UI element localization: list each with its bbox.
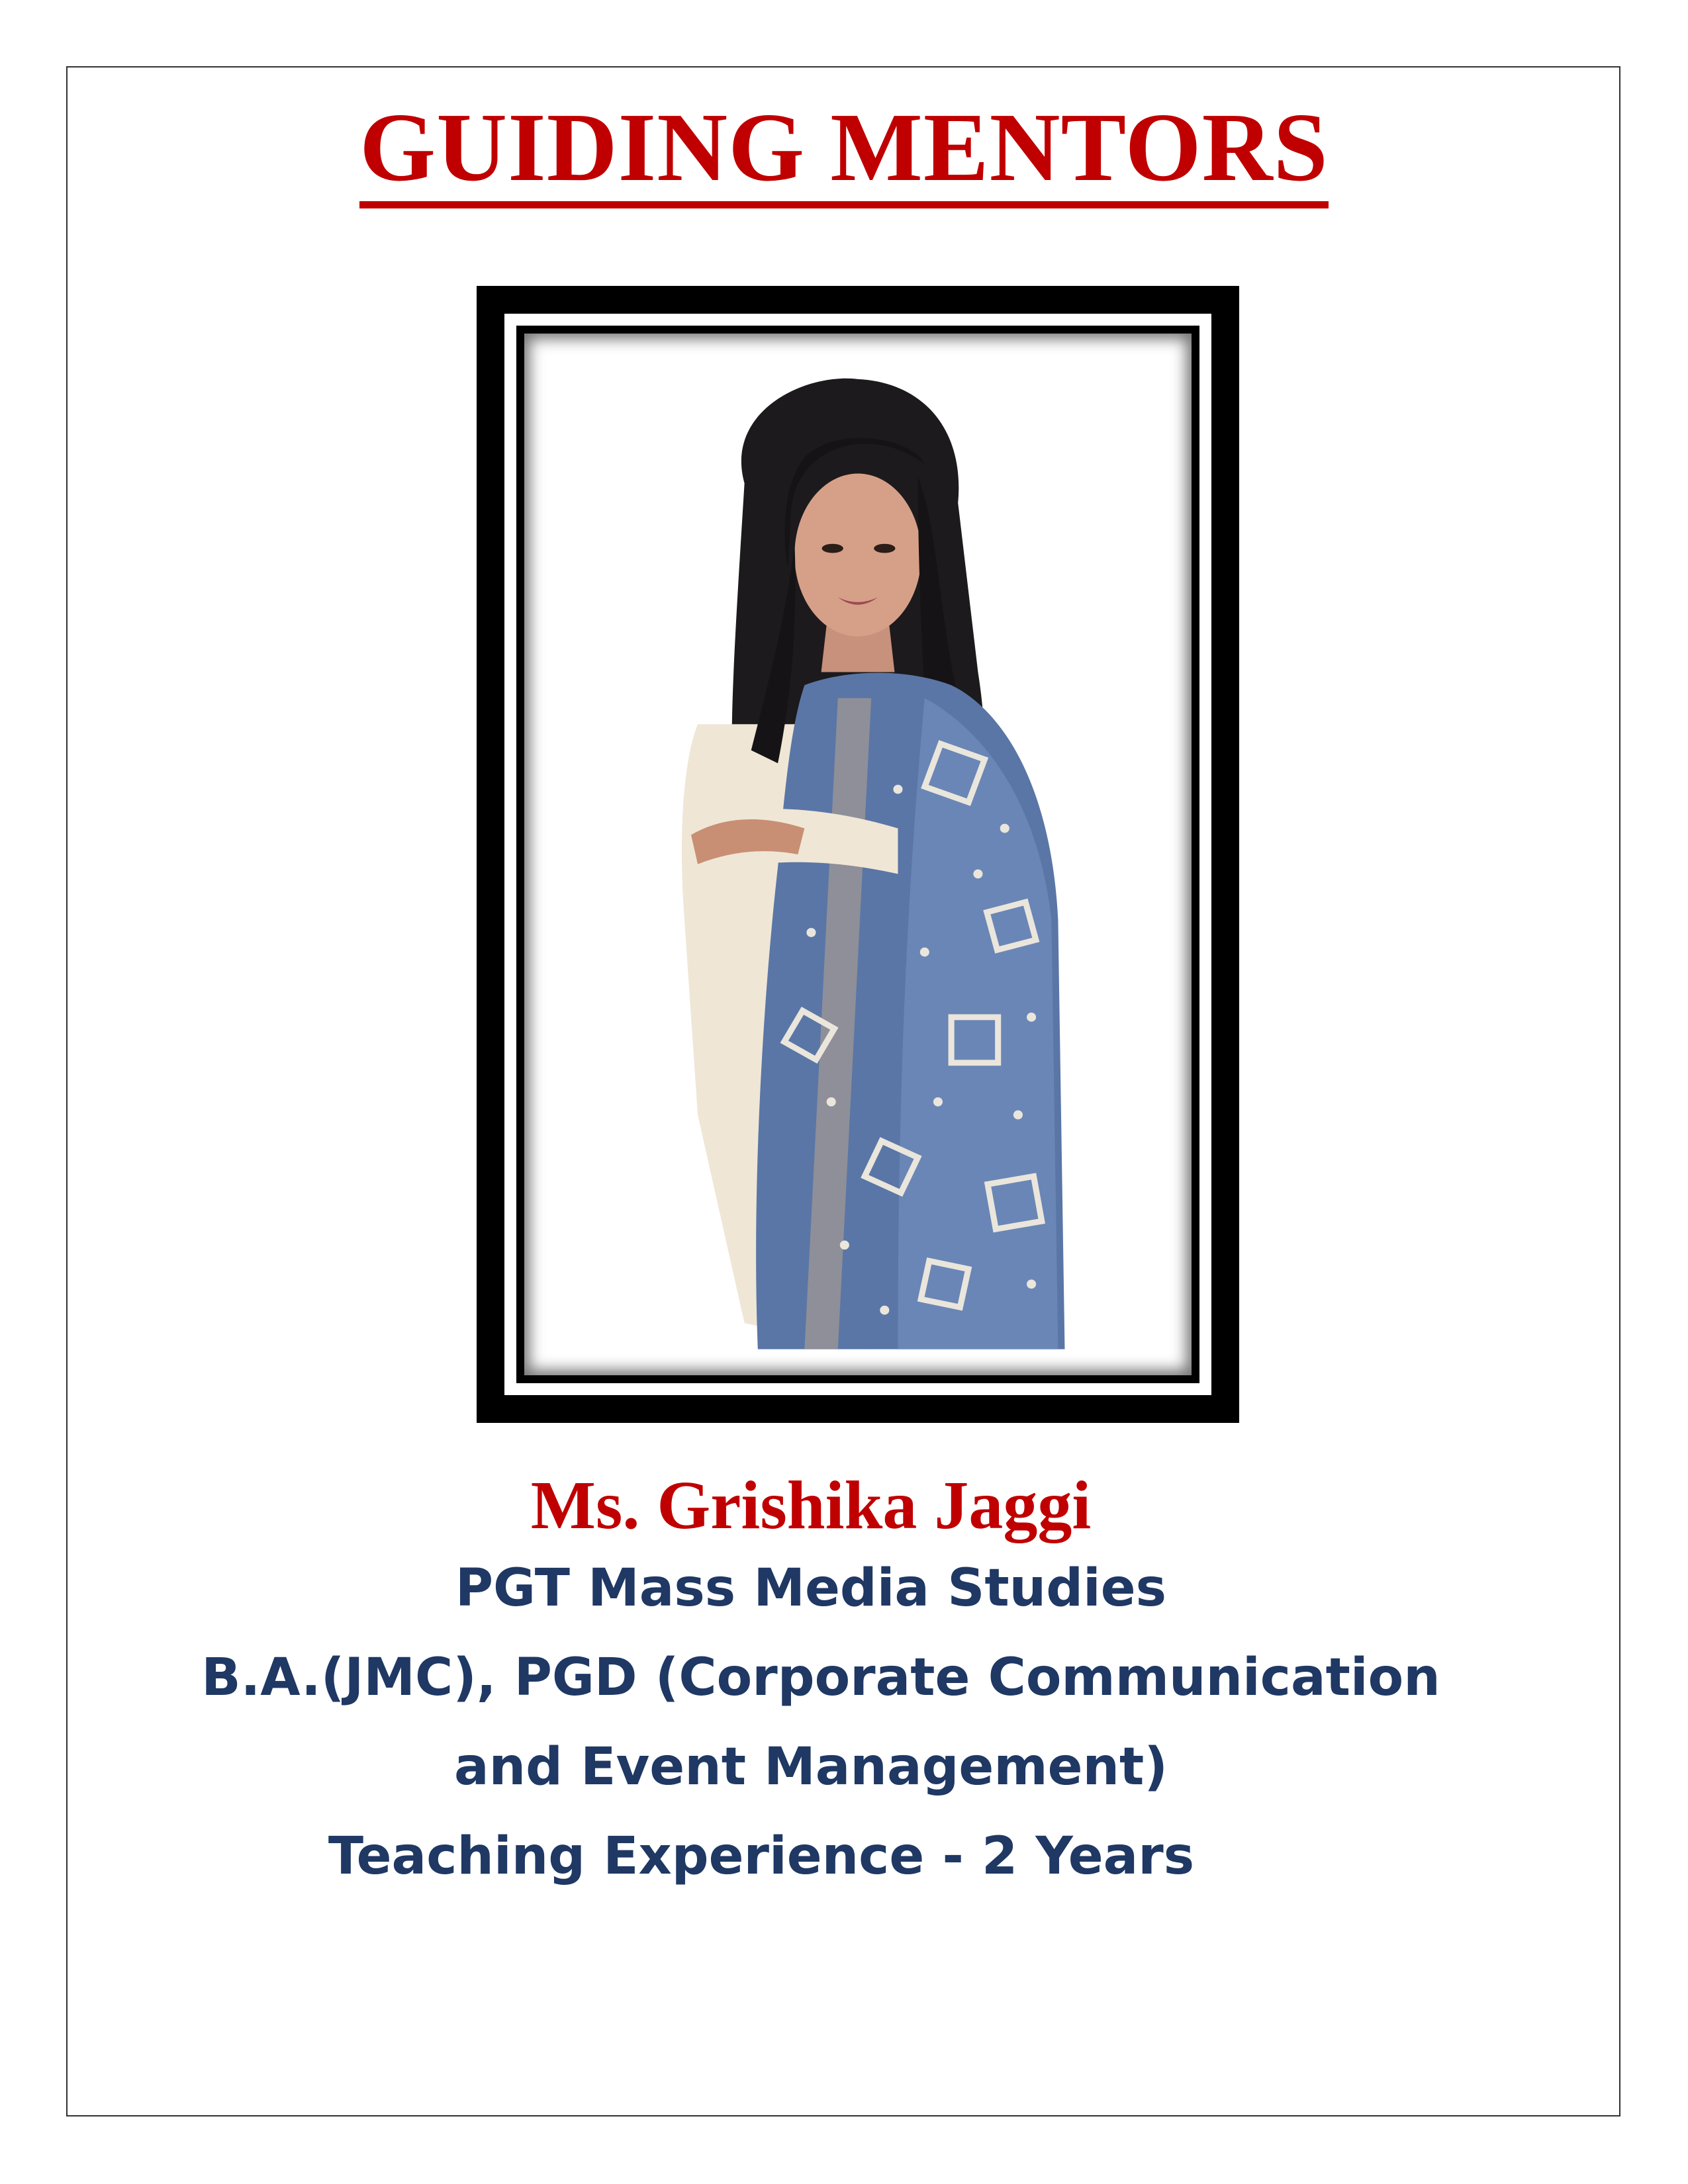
mentor-portrait-illustration [524, 334, 1192, 1375]
photo-frame-mat [504, 314, 1211, 1395]
mentor-name: Ms. Grishika Jaggi [530, 1467, 1092, 1543]
mentor-designation: PGT Mass Media Studies [455, 1559, 1167, 1618]
mentor-experience: Teaching Experience - 2 Years [328, 1827, 1195, 1886]
photo-frame-inner-border [516, 326, 1199, 1383]
mentor-qualification-line2: and Event Management) [454, 1737, 1168, 1797]
page-heading [0, 91, 1688, 208]
page-heading-text: GUIDING MENTORS [359, 98, 1329, 208]
mentor-photo [524, 334, 1192, 1375]
photo-frame [477, 286, 1239, 1423]
mentor-qualification-line1: B.A.(JMC), PGD (Corporate Communication [201, 1648, 1440, 1707]
